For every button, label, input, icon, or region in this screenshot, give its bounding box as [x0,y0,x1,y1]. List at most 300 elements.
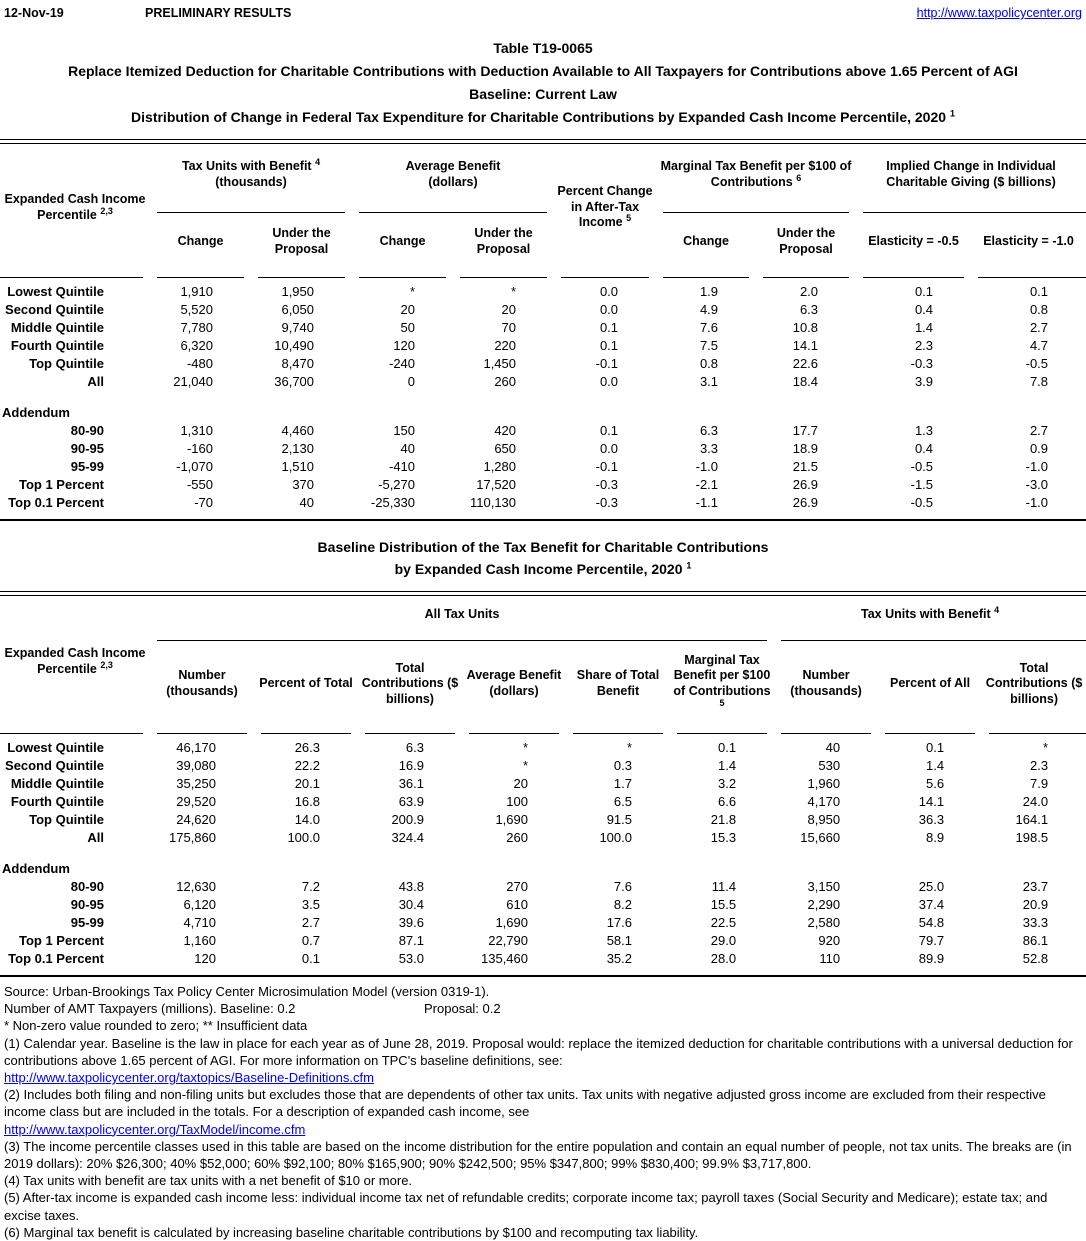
cell-value: 1,950 [281,284,315,299]
status-label: PRELIMINARY RESULTS [145,6,292,20]
amt-baseline-text: Number of AMT Taxpayers (millions). Baseline: 0.2 [4,1001,296,1017]
cell-value: -1,070 [176,459,213,474]
cell-value: -0.3 [595,477,619,492]
cell-value: 260 [494,374,517,389]
cell-value: -1.0 [1025,495,1049,510]
section-row [0,860,1086,878]
site-link[interactable]: http://www.taxpolicycenter.org [916,6,1082,20]
percentile-header-text: Expanded Cash Income Percentile [4,645,146,676]
cell-value: 20.1 [294,776,320,791]
cell-value: 37.4 [918,897,945,912]
cell-value: 12,630 [176,879,216,894]
group-label: Average Benefit [405,159,501,174]
cell-value: 1,160 [183,933,216,948]
cell-value: 370 [292,477,315,492]
cell-value: 70 [501,320,517,335]
cell-value: 36,700 [274,374,315,389]
cell-value: -0.1 [595,459,619,474]
cell-value: 0.0 [599,284,619,299]
cell-value: 18.4 [792,374,819,389]
cell-value: 22,790 [488,933,528,948]
page-header [0,4,1086,20]
cell-value: 29.0 [710,933,737,948]
table2-title-footref: 1 [686,560,692,571]
group-footref: 4 [315,157,321,168]
cell-value: 1.7 [613,776,632,791]
footnote-line: (1) Calendar year. Baseline is the law in place for each year as of June 28, 2019. Proposal would: replace the itemized deduction for charitable contributions with a universal deduction for contributions above 1.65 percent of AGI. For more information on TPC's baseline definitions, see: [4,1035,1073,1068]
cell-value: -3.0 [1025,477,1049,492]
spacer-cell [0,391,1086,404]
table2-title-block [0,539,1086,577]
cell-value: 650 [494,441,517,456]
footnote-line: * Non-zero value rounded to zero; ** Insufficient data [4,1018,308,1034]
cell-value: 420 [494,423,517,438]
footnote-line: (2) Includes both filing and non-filing units but excludes those that are dependents of other tax units. Tax units with negative adjusted gross income are excluded from their respective income class but are included in the totals. For a description of expanded cash income, see [4,1087,1046,1120]
cell-value: 0 [407,374,416,389]
cell-value: 0.8 [1029,302,1049,317]
spacer-row [0,847,1086,860]
cell-value: 4,710 [183,915,216,930]
cell-value: 17,520 [476,477,517,492]
date-label: 12-Nov-19 [4,6,64,20]
percentile-header-text: Expanded Cash Income Percentile [4,191,146,222]
title-line-2: Baseline: Current Law [469,86,617,102]
cell-value: 1.9 [699,284,719,299]
cell-value: 0.1 [1029,284,1049,299]
cell-value: 0.0 [599,374,619,389]
cell-value: 33.3 [1022,915,1049,930]
cell-value: 0.3 [613,758,632,773]
cell-value: 91.5 [606,812,632,827]
cell-value: 6.3 [405,740,424,755]
cell-value: -480 [186,356,213,371]
cell-value: 4.9 [699,302,719,317]
cell-value: 1,510 [281,459,315,474]
row-label: 95-99 [70,459,104,474]
cell-value: * [522,758,528,773]
cell-value: -410 [388,459,416,474]
cell-value: 0.1 [599,320,619,335]
cell-value: 6,120 [183,897,216,912]
footnote-link-line [4,1069,1082,1086]
table1-header [0,144,1086,278]
table2-title-line-1: Baseline Distribution of the Tax Benefit for Charitable Contributions [317,539,769,555]
cell-value: 3,150 [807,879,841,894]
cell-value: 260 [506,830,528,845]
cell-value: 0.8 [699,356,719,371]
title-line-3 [0,109,1086,125]
cell-value: -1.5 [910,477,934,492]
cell-value: 0.4 [914,441,934,456]
group-footref: 4 [994,605,1000,616]
footnote-link[interactable]: http://www.taxpolicycenter.org/taxtopics/Baseline-Definitions.cfm [4,1070,374,1086]
cell-value: -240 [388,356,416,371]
row-label: 80-90 [70,423,104,438]
cell-value: 0.0 [599,302,619,317]
group-footref: 6 [796,172,802,183]
row-label: Top 0.1 Percent [8,951,104,966]
table-row [0,811,1086,829]
row-label: Second Quintile [5,758,104,773]
cell-value: 20.9 [1022,897,1049,912]
row-label: Top 1 Percent [18,477,104,492]
cell-value: 54.8 [918,915,945,930]
group-unit: (thousands) [215,175,287,189]
cell-value: 2.7 [301,915,320,930]
cell-value: 6.5 [613,794,632,809]
title-block [0,40,1086,125]
cell-value: 7.6 [699,320,719,335]
row-label: Second Quintile [5,302,104,317]
cell-value: 120 [194,951,216,966]
cell-value: 1,310 [180,423,213,438]
section-label: Addendum [2,861,70,876]
cell-value: 0.1 [717,740,737,755]
cell-value: 8.9 [925,830,945,845]
cell-value: 52.8 [1022,951,1049,966]
cell-value: 6,320 [180,338,213,353]
cell-value: 36.3 [918,812,945,827]
cell-value: 10.8 [792,320,819,335]
col-header-marginal-tax-benefit [670,641,774,734]
table2-body [0,734,1086,975]
cell-value: 0.0 [599,441,619,456]
footnote-line [4,1000,1082,1017]
cell-value: 89.9 [918,951,945,966]
cell-value: 3.3 [699,441,719,456]
cell-value: 2.7 [1029,423,1049,438]
table-row [0,793,1086,811]
table-row [0,337,1086,355]
cell-value: 6.6 [717,794,737,809]
cell-value: 7.9 [1029,776,1049,791]
col-header-total-contributions-benefit: Total Contributions ($ billions) [982,641,1086,734]
cell-value: 9,740 [281,320,315,335]
cell-value: 7.5 [699,338,719,353]
cell-value: 610 [506,897,528,912]
col-header-number: Number (thousands) [150,641,254,734]
cell-value: 120 [393,338,416,353]
cell-value: 10,490 [274,338,315,353]
cell-value: 21.5 [792,459,819,474]
change-distribution-table [0,144,1086,519]
cell-value: -1.0 [1025,459,1049,474]
row-label: Middle Quintile [10,776,104,791]
cell-value: 1.3 [914,423,934,438]
spacer-cell [0,847,1086,860]
cell-value: 8,950 [807,812,841,827]
row-label: Top Quintile [29,356,104,371]
cell-value: 35.2 [606,951,632,966]
cell-value: 7.8 [1029,374,1049,389]
title-line-3-text: Distribution of Change in Federal Tax Expenditure for Charitable Contributions by Expanded Cash Income Percentile, 2020 [131,109,947,125]
cell-value: 14.0 [294,812,320,827]
cell-value: -0.5 [910,459,934,474]
cell-value: 2.3 [1029,758,1049,773]
cell-value: -0.3 [595,495,619,510]
cell-value: -550 [186,477,213,492]
footnotes [0,977,1086,1241]
cell-value: -70 [194,495,213,510]
col-header-percent-of-total: Percent of Total [254,641,358,734]
table2-header [0,596,1086,734]
cell-value: 6,050 [281,302,315,317]
cell-value: 8,470 [281,356,315,371]
cell-value: 14.1 [792,338,819,353]
cell-value: -0.3 [910,356,934,371]
cell-value: 15.3 [710,830,737,845]
col-header-percentile [0,144,150,278]
cell-value: 2.3 [914,338,934,353]
cell-value: -160 [186,441,213,456]
cell-value: 175,860 [169,830,216,845]
cell-value: 5,520 [180,302,213,317]
col-header-share-of-benefit: Share of Total Benefit [566,641,670,734]
col-header-total-contributions: Total Contributions ($ billions) [358,641,462,734]
col-footref: 5 [719,697,725,708]
percentile-header-footref: 2,3 [100,659,113,670]
table-row [0,734,1086,757]
cell-value: 100.0 [287,830,320,845]
cell-value: 17.7 [792,423,819,438]
row-label: Lowest Quintile [7,284,104,299]
cell-value: 0.9 [1029,441,1049,456]
cell-value: 2,580 [807,915,841,930]
cell-value: 20 [513,776,528,791]
cell-value: 0.7 [301,933,320,948]
cell-value: 6.3 [699,423,719,438]
section-row [0,404,1086,422]
row-label: Fourth Quintile [10,794,104,809]
cell-value: 1.4 [717,758,737,773]
cell-value: 87.1 [398,933,424,948]
cell-value: 39,080 [176,758,216,773]
cell-value: * [1043,740,1049,755]
cell-value: 1,280 [483,459,517,474]
cell-value: 58.1 [606,933,632,948]
cell-value: 110,130 [469,495,517,510]
cell-value: 7.2 [301,879,320,894]
cell-value: 14.1 [918,794,945,809]
col-group-marginal-tax-benefit [656,144,856,213]
col-group-tax-units-with-benefit [150,144,352,213]
cell-value: 16.8 [294,794,320,809]
col-group-average-benefit [352,144,554,213]
col-header-under-proposal: Under the Proposal [756,213,856,278]
table-row [0,829,1086,847]
cell-value: 0.1 [599,423,619,438]
cell-value: 15,660 [800,830,841,845]
footnote-line: (3) The income percentile classes used in this table are based on the income distribution for the entire population and contain an equal number of people, not tax units. The breaks are (in 2019 dollars): 20% $26,300; 40% $52,000; 60% $92,100; 80% $165,900; 90% $242,500; 95% $347,800; 99% $830,400; 99.9% $3,717,800. [4,1138,1072,1172]
table-row [0,914,1086,932]
cell-value: 29,520 [176,794,216,809]
row-label: 80-90 [70,879,104,894]
cell-value: 530 [818,758,841,773]
cell-value: 3.5 [301,897,320,912]
row-label: All [87,830,104,845]
table-row [0,775,1086,793]
row-label: Fourth Quintile [10,338,104,353]
cell-value: 2,290 [807,897,841,912]
cell-value: 39.6 [398,915,424,930]
cell-value: 25.0 [918,879,945,894]
cell-value: 920 [818,933,841,948]
cell-value: 79.7 [918,933,945,948]
cell-value: 220 [494,338,517,353]
cell-value: 3.1 [699,374,719,389]
col-header-percent-of-all: Percent of All [878,641,982,734]
cell-value: 3.9 [914,374,934,389]
col-header-under-proposal: Under the Proposal [453,213,554,278]
cell-value: 26.9 [792,477,819,492]
cell-value: 100 [506,794,528,809]
col-footref: 5 [626,213,632,224]
table-row [0,494,1086,520]
cell-value: 21.8 [710,812,737,827]
table-row [0,458,1086,476]
table1-body [0,278,1086,519]
table-row [0,278,1086,301]
cell-value: 15.5 [710,897,737,912]
table-row [0,440,1086,458]
title-line-1: Replace Itemized Deduction for Charitable Contributions with Deduction Available to All Taxpayers for Contributions above 1.65 Percent of AGI [68,63,1018,79]
cell-value: -1.1 [695,495,719,510]
footnote-link-line [4,1121,1082,1138]
cell-value: 17.6 [606,915,632,930]
cell-value: 8.2 [613,897,632,912]
row-label: All [87,374,104,389]
cell-value: 53.0 [398,951,424,966]
cell-value: -1.0 [695,459,719,474]
baseline-distribution-table [0,596,1086,975]
cell-value: 2.7 [1029,320,1049,335]
cell-value: 1.4 [914,320,934,335]
cell-value: 1.4 [925,758,945,773]
table2-title-line-2 [0,561,1086,577]
col-header-elasticity-05: Elasticity = -0.5 [856,213,971,278]
cell-value: 36.1 [398,776,424,791]
footnote-line: (6) Marginal tax benefit is calculated by increasing baseline charitable contributions by $100 and recomputing tax liability. [4,1224,699,1240]
table-number: Table T19-0065 [493,40,593,56]
cell-value: 110 [819,951,841,966]
cell-value: 7.6 [613,879,632,894]
col-header-change: Change [150,213,251,278]
table2-title-line-2-text: by Expanded Cash Income Percentile, 2020 [394,561,683,577]
cell-value: -25,330 [370,495,416,510]
cell-value: 21,040 [173,374,213,389]
cell-value: 0.1 [301,951,320,966]
cell-value: -2.1 [695,477,719,492]
row-label: Top 1 Percent [18,933,104,948]
group-label: Implied Change in Individual Charitable Giving ($ billions) [886,159,1056,189]
cell-value: 23.7 [1022,879,1049,894]
row-label: Top 0.1 Percent [8,495,104,510]
table-row [0,932,1086,950]
cell-value: 100.0 [599,830,632,845]
cell-value: 200.9 [391,812,424,827]
footnote-line: Source: Urban-Brookings Tax Policy Center Microsimulation Model (version 0319-1). [4,984,490,999]
cell-value: 1,960 [807,776,841,791]
cell-value: 2,130 [281,441,315,456]
group-unit: (dollars) [428,175,478,189]
cell-value: 1,450 [483,356,517,371]
table-row [0,476,1086,494]
table-row [0,757,1086,775]
cell-value: 86.1 [1022,933,1049,948]
cell-value: -0.1 [595,356,619,371]
cell-value: 24.0 [1022,794,1049,809]
col-header-elasticity-10: Elasticity = -1.0 [971,213,1086,278]
amt-proposal-text: Proposal: 0.2 [424,1001,501,1017]
cell-value: 40 [400,441,416,456]
section-label: Addendum [2,405,70,420]
cell-value: 20 [400,302,416,317]
cell-value: 11.4 [711,879,737,894]
col-header-change: Change [656,213,756,278]
footnote-line: (4) Tax units with benefit are tax units with a net benefit of $10 or more. [4,1173,413,1189]
row-label: Lowest Quintile [7,740,104,755]
cell-value: -5,270 [378,477,416,492]
row-label: 95-99 [70,915,104,930]
cell-value: 324.4 [391,830,424,845]
cell-value: 0.1 [599,338,619,353]
cell-value: 50 [400,320,416,335]
cell-value: 4.7 [1029,338,1049,353]
row-label: Top Quintile [29,812,104,827]
cell-value: 18.9 [792,441,819,456]
group-label: Tax Units with Benefit [181,159,312,174]
table-row [0,950,1086,976]
cell-value: 40 [299,495,315,510]
col-group-implied-change-giving [856,144,1086,213]
table1-bottom-rule [0,519,1086,521]
cell-value: 164.1 [1015,812,1049,827]
percentile-header-footref: 2,3 [100,205,113,216]
cell-value: 16.9 [398,758,424,773]
cell-value: 46,170 [176,740,216,755]
col-header-text: Percent Change in After-Tax Income [557,184,653,230]
row-label: 90-95 [70,897,104,912]
cell-value: -0.5 [1025,356,1049,371]
table-row [0,878,1086,896]
cell-value: 135,460 [481,951,528,966]
cell-value: 150 [393,423,416,438]
cell-value: 1,690 [495,915,528,930]
col-header-text: Marginal Tax Benefit per $100 of Contributions [673,652,771,698]
cell-value: 3.2 [717,776,737,791]
table-row [0,373,1086,391]
cell-value: 2.0 [799,284,819,299]
footnote-line: (5) After-tax income is expanded cash income less: individual income tax net of refundable credits; corporate income tax; payroll taxes (Social Security and Medicare); estate tax; and excise taxes. [4,1190,1048,1223]
cell-value: 63.9 [398,794,424,809]
cell-value: * [522,740,528,755]
group-label: Marginal Tax Benefit per $100 of Contributions [660,159,852,189]
cell-value: 4,170 [807,794,841,809]
cell-value: 1,690 [495,812,528,827]
cell-value: 270 [506,879,528,894]
col-header-pct-change-after-tax [554,144,656,278]
cell-value: 26.3 [294,740,320,755]
col-header-average-benefit: Average Benefit (dollars) [462,641,566,734]
cell-value: 30.4 [398,897,424,912]
col-header-number-benefit: Number (thousands) [774,641,878,734]
group-label: All Tax Units [424,607,500,622]
table-row [0,319,1086,337]
cell-value: 22.2 [294,758,320,773]
cell-value: 0.4 [914,302,934,317]
footnote-link[interactable]: http://www.taxpolicycenter.org/TaxModel/income.cfm [4,1121,306,1137]
table-row [0,896,1086,914]
